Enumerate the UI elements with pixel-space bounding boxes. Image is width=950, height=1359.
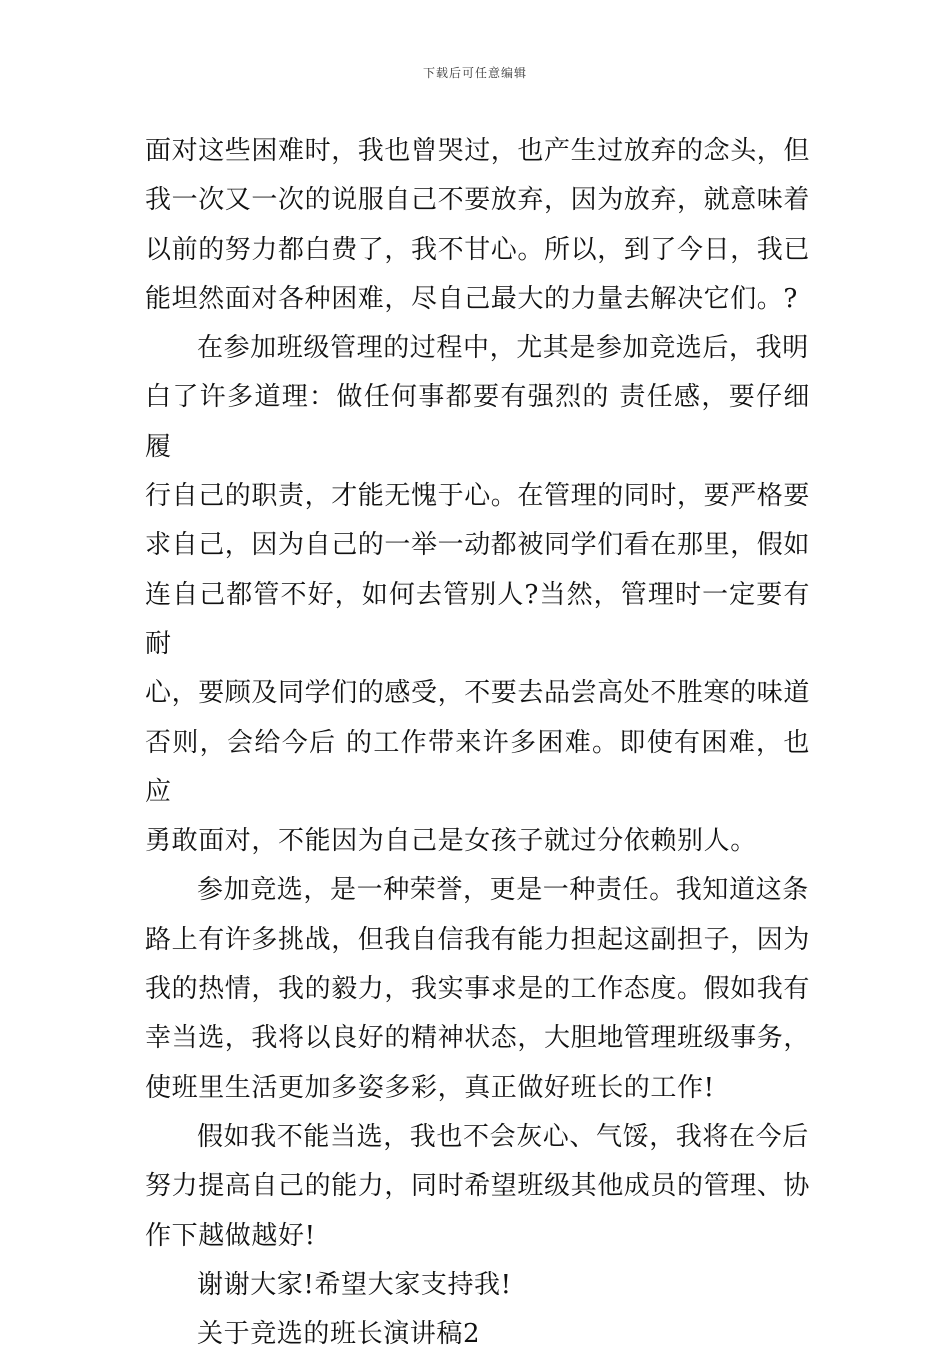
- text-line: 努力提高自己的能力，同时希望班级其他成员的管理、协: [145, 1171, 811, 1202]
- paragraph-election-honor: [145, 866, 810, 1112]
- text-line: 参加竞选，是一种荣誉，更是一种责任。我知道这条: [197, 875, 809, 906]
- page-header: 下载后可任意编辑: [422, 66, 527, 80]
- text-line: 使班里生活更加多姿多彩，真正做好班长的工作!: [145, 1072, 715, 1103]
- text-line: 连自己都管不好，如何去管别人?当然，管理时一定要有耐: [145, 579, 810, 659]
- text-line: 求自己，因为自己的一举一动都被同学们看在那里，假如: [145, 530, 811, 561]
- text-line: 勇敢面对，不能因为自己是女孩子就过分依赖别人。: [145, 826, 757, 857]
- text-line: 行自己的职责，才能无愧于心。在管理的同时，要严格要: [145, 481, 811, 512]
- text-line: 否则，会给今后 的工作带来许多困难。即使有困难，也应: [145, 727, 810, 807]
- text-line: 路上有许多挑战，但我自信我有能力担起这副担子，因为: [145, 924, 811, 955]
- paragraph-continuation: [145, 127, 810, 324]
- section-heading: [145, 1310, 810, 1359]
- text-line: 我的热情，我的毅力，我实事求是的工作态度。假如我有: [145, 974, 811, 1005]
- text-line: 幸当选，我将以良好的精神状态，大胆地管理班级事务，: [145, 1023, 811, 1054]
- text-line: 我一次又一次的说服自己不要放弃，因为放弃，就意味着: [145, 185, 811, 216]
- text-line: 假如我不能当选，我也不会灰心、气馁，我将在今后: [197, 1121, 809, 1152]
- paragraph-class-management: [145, 324, 810, 866]
- text-line: 以前的努力都白费了，我不甘心。所以，到了今日，我已: [145, 234, 811, 265]
- text-line: 面对这些困难时，我也曾哭过，也产生过放弃的念头，但: [145, 136, 811, 166]
- text-line: 谢谢大家!希望大家支持我!: [197, 1269, 512, 1300]
- text-line: 心，要顾及同学们的感受，不要去品尝高处不胜寒的味道: [145, 678, 811, 709]
- paragraph-thanks: [145, 1261, 810, 1310]
- text-line: 在参加班级管理的过程中，尤其是参加竞选后，我明: [197, 333, 809, 364]
- text-line: 作下越做越好!: [145, 1220, 316, 1251]
- paragraph-if-not-elected: [145, 1113, 810, 1261]
- text-line: 白了许多道理：做任何事都要有强烈的 责任感，要仔细履: [145, 382, 810, 462]
- text-line: 关于竞选的班长演讲稿2: [197, 1319, 481, 1350]
- document-body: [145, 127, 810, 1359]
- text-line: 能坦然面对各种困难，尽自己最大的力量去解决它们。?: [145, 283, 798, 314]
